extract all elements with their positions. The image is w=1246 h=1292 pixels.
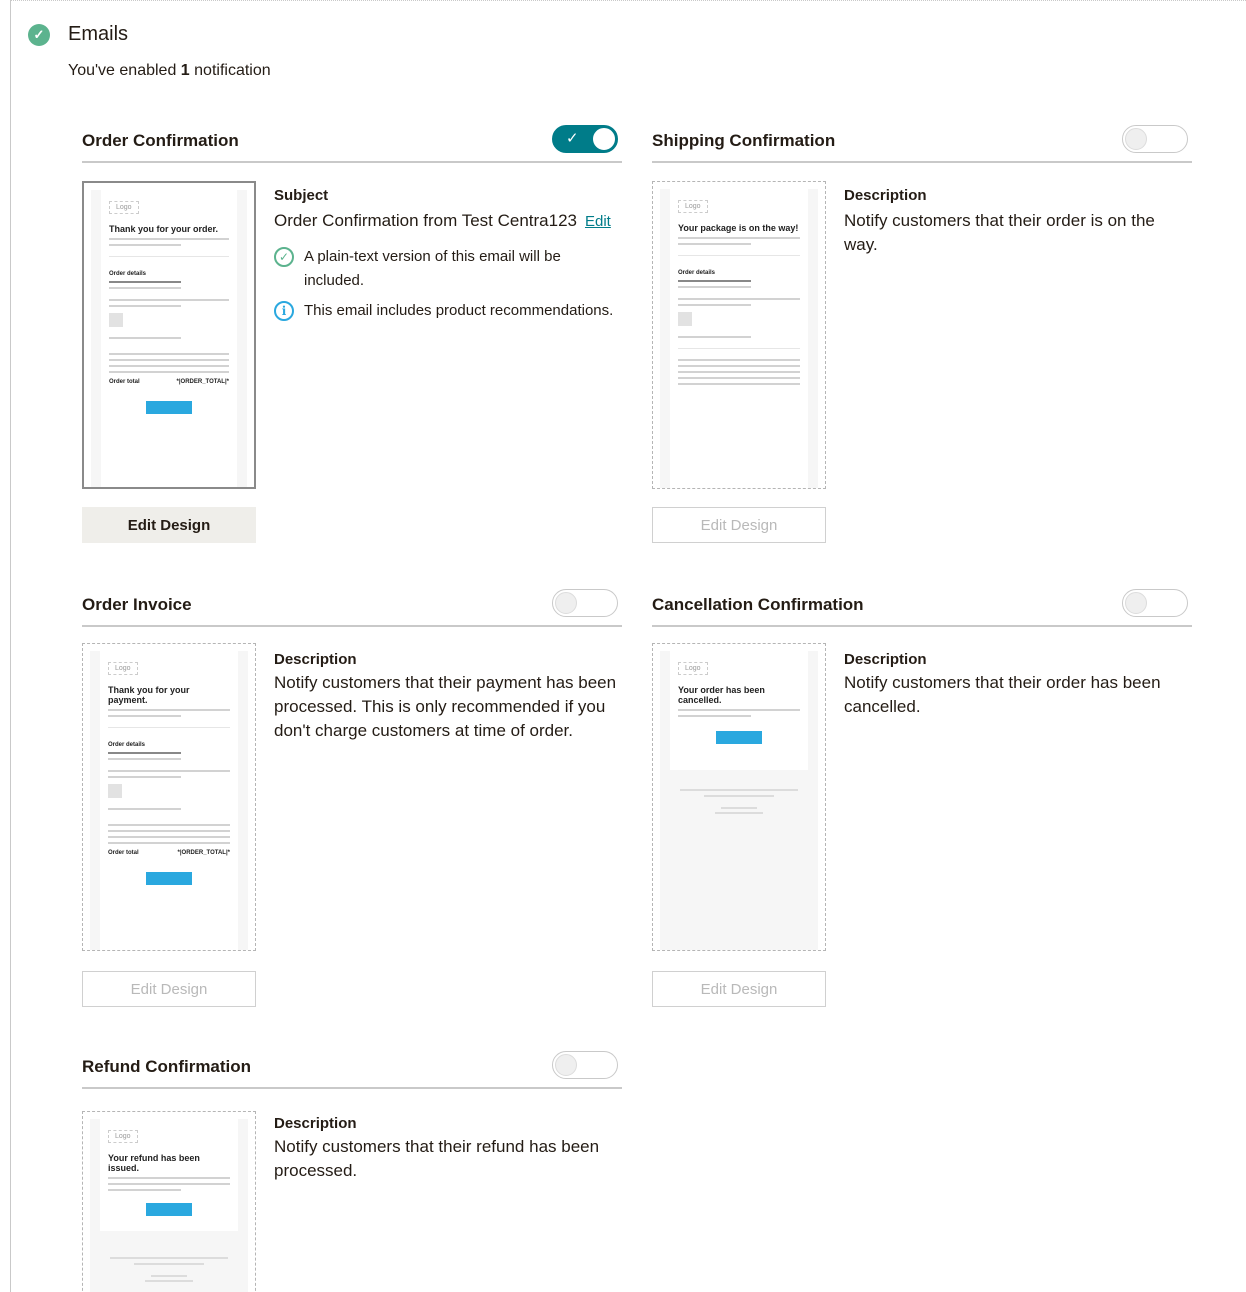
checkmark-icon: ✓	[566, 130, 579, 147]
card-header	[82, 589, 622, 627]
card-header	[82, 125, 622, 163]
card-title: Order Invoice	[82, 595, 192, 614]
preview-details-heading: Order details	[678, 270, 716, 276]
card-title: Shipping Confirmation	[652, 131, 836, 150]
preview-heading: Thank you for your payment.	[108, 685, 190, 705]
order-confirmation-toggle[interactable]	[552, 125, 618, 153]
edit-design-button[interactable]: Edit Design	[652, 507, 826, 543]
preview-details-heading: Order details	[109, 271, 147, 277]
toggle-knob	[1125, 592, 1147, 614]
preview-button	[716, 731, 762, 744]
card-shipping-confirmation	[652, 125, 1192, 565]
check-circle-outline-icon: ✓	[274, 247, 294, 267]
cancellation-confirmation-toggle[interactable]	[1122, 589, 1188, 617]
card-order-invoice	[82, 589, 622, 1029]
preview-logo: Logo	[108, 662, 138, 675]
edit-subject-link[interactable]: Edit	[584, 213, 611, 230]
email-preview-thumbnail[interactable]	[82, 643, 256, 951]
preview-button	[146, 872, 192, 885]
order-invoice-toggle[interactable]	[552, 589, 618, 617]
preview-heading: Your refund has been issued.	[108, 1153, 200, 1173]
enabled-count: 1	[180, 62, 190, 79]
preview-logo: Logo	[109, 201, 139, 214]
description-text: Notify customers that their order has been cancelled.	[844, 673, 1161, 716]
preview-total-label: Order total	[108, 850, 139, 856]
card-header	[82, 1051, 622, 1089]
description-text: Notify customers that their order is on the way.	[844, 211, 1155, 254]
plaintext-note: ✓ A plain-text version of this email will be included.	[274, 245, 620, 293]
preview-heading: Thank you for your order.	[109, 224, 219, 234]
refund-confirmation-toggle[interactable]	[552, 1051, 618, 1079]
subject-line	[274, 209, 620, 234]
description-label: Description	[844, 651, 927, 668]
preview-button	[146, 1203, 192, 1216]
card-header	[652, 125, 1192, 163]
edit-design-button[interactable]: Edit Design	[82, 507, 256, 543]
subject-value: Order Confirmation from Test Centra123	[274, 211, 577, 230]
emails-page	[10, 0, 1246, 1292]
check-circle-icon: ✓	[28, 24, 50, 46]
product-image-placeholder	[678, 312, 692, 326]
preview-logo: Logo	[108, 1130, 138, 1143]
preview-logo: Logo	[678, 200, 708, 213]
toggle-knob	[555, 1054, 577, 1076]
preview-heading: Your package is on the way!	[678, 223, 799, 233]
description-label: Description	[844, 187, 927, 204]
description-text: Notify customers that their refund has been processed.	[274, 1137, 600, 1180]
toggle-knob	[555, 592, 577, 614]
email-preview-thumbnail[interactable]	[652, 181, 826, 489]
product-image-placeholder	[108, 784, 122, 798]
info-circle-icon: i	[274, 301, 294, 321]
preview-heading: Your order has been cancelled.	[678, 685, 765, 705]
preview-details-heading: Order details	[108, 742, 146, 748]
email-preview-thumbnail[interactable]	[652, 643, 826, 951]
preview-total-value: *|ORDER_TOTAL|*	[176, 379, 229, 385]
description-label: Description	[274, 1115, 357, 1132]
card-header	[652, 589, 1192, 627]
toggle-knob	[1125, 128, 1147, 150]
edit-design-button[interactable]: Edit Design	[652, 971, 826, 1007]
card-title: Cancellation Confirmation	[652, 595, 864, 614]
section-header	[28, 23, 128, 46]
card-refund-confirmation	[82, 1051, 622, 1292]
subject-label: Subject	[274, 187, 329, 204]
edit-design-button[interactable]: Edit Design	[82, 971, 256, 1007]
toggle-knob	[593, 128, 615, 150]
recommendations-note: i This email includes product recommendations.	[274, 299, 620, 323]
section-title: Emails	[68, 23, 129, 45]
card-order-confirmation	[82, 125, 622, 565]
card-title: Refund Confirmation	[82, 1057, 252, 1076]
shipping-confirmation-toggle[interactable]	[1122, 125, 1188, 153]
preview-total-value: *|ORDER_TOTAL|*	[177, 850, 230, 856]
description-label: Description	[274, 651, 357, 668]
email-preview-thumbnail[interactable]	[82, 1111, 256, 1292]
description-text: Notify customers that their payment has been processed. This is only recommended if you don't charge customers at time of order.	[274, 673, 617, 740]
email-preview-thumbnail[interactable]	[82, 181, 256, 489]
card-title: Order Confirmation	[82, 131, 239, 150]
card-cancellation-confirmation	[652, 589, 1192, 1029]
preview-logo: Logo	[678, 662, 708, 675]
enabled-count-note: You've enabled 1 notification	[68, 62, 271, 79]
preview-button	[146, 401, 192, 414]
product-image-placeholder	[109, 313, 123, 327]
preview-total-label: Order total	[109, 379, 140, 385]
